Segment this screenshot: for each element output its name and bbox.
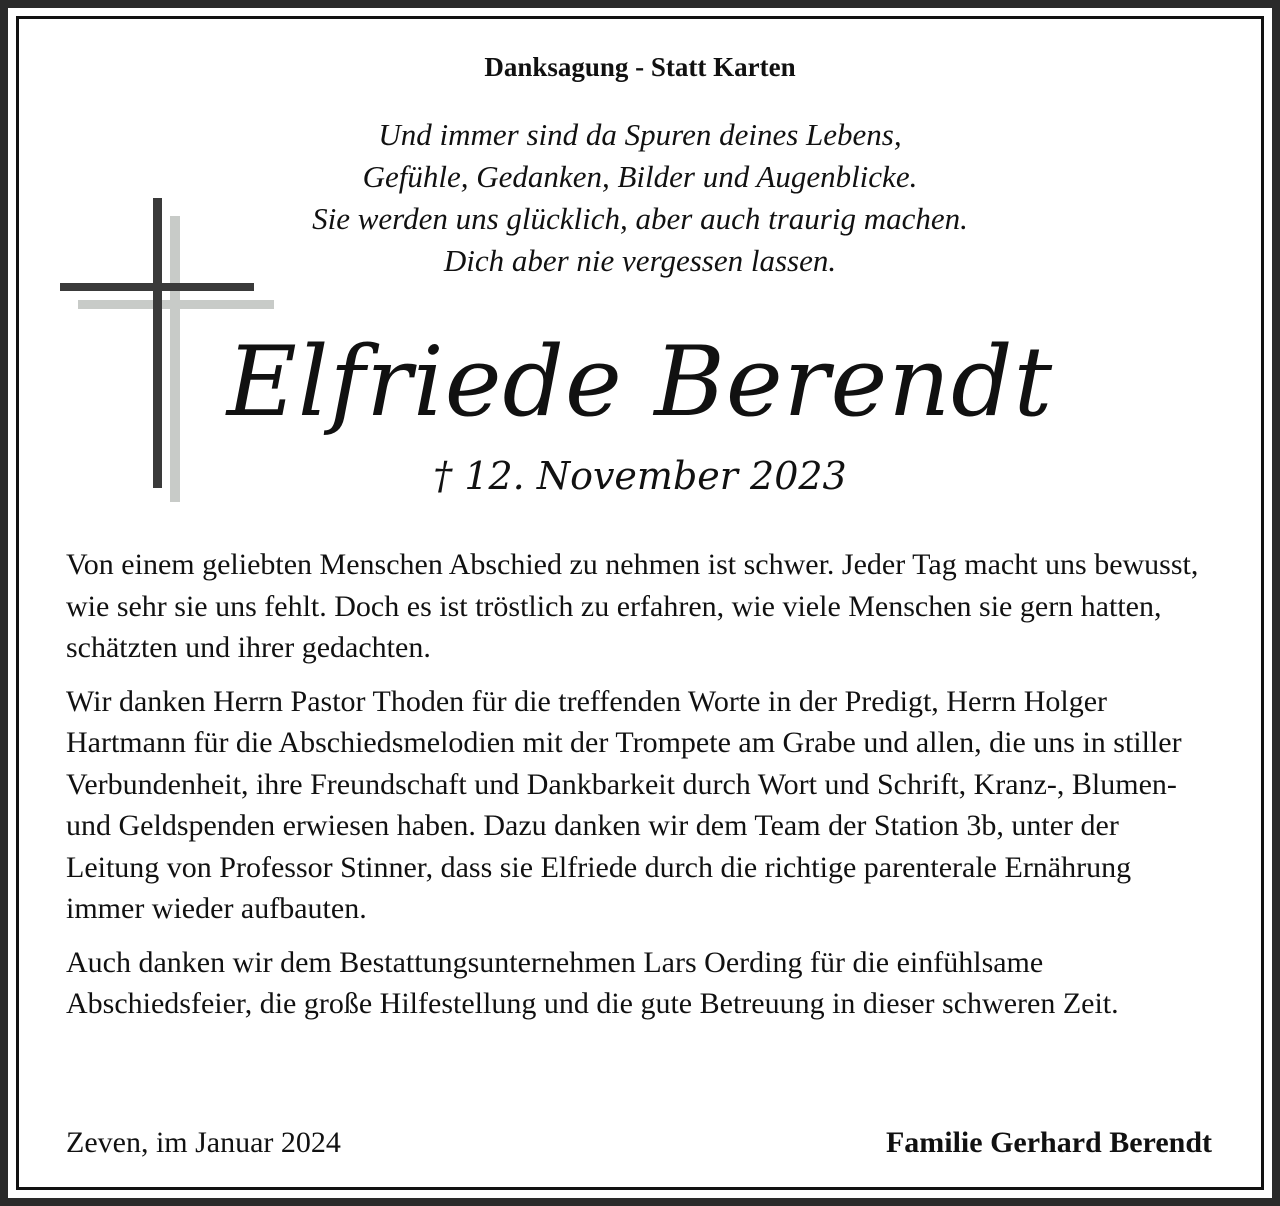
cross-dark-horizontal xyxy=(60,283,254,291)
deceased-name: Elfriede Berendt xyxy=(226,326,1054,438)
signature: Familie Gerhard Berendt xyxy=(885,1126,1212,1159)
paragraph: Von einem geliebten Menschen Abschied zu nehmen ist schwer. Jeder Tag macht uns bewusst, wie sehr sie uns fehlt. Doch es ist tröstlich zu erfahren, wie viele Menschen sie gern hatten, schätzten und ihrer gedachten. xyxy=(66,548,1199,664)
body-text xyxy=(66,544,1214,1037)
poem-line: Sie werden uns glücklich, aber auch traurig machen. xyxy=(312,201,968,236)
obituary-card xyxy=(8,8,1272,1198)
cross-light-horizontal xyxy=(78,300,274,309)
death-date: † 12. November 2023 xyxy=(433,454,847,498)
header-title: Danksagung - Statt Karten xyxy=(484,52,796,82)
poem-line: Gefühle, Gedanken, Bilder und Augenblicke. xyxy=(362,159,918,194)
place-date: Zeven, im Januar 2024 xyxy=(66,1126,341,1159)
poem-line: Dich aber nie vergessen lassen. xyxy=(443,243,837,278)
footer xyxy=(66,1126,1212,1160)
paragraph: Wir danken Herrn Pastor Thoden für die treffenden Worte in der Predigt, Herrn Holger Hartmann für die Abschiedsmelodien mit der Trompete am Grabe und allen, die uns in stiller Verbundenheit, ihre Freundschaft und Dankbarkeit durch Wort und Schrift, Kranz-, Blumen- und Geldspenden erwiesen haben. Dazu danken wir dem Team der Station 3b, unter der Leitung von Professor Stinner, dass sie Elfriede durch die richtige parenterale Ernährung immer wieder aufbauten. xyxy=(66,684,1182,925)
paragraph: Auch danken wir dem Bestattungsunternehmen Lars Oerding für die einfühlsame Abschiedsfeier, die große Hilfestellung und die gute Betreuung in dieser schweren Zeit. xyxy=(66,945,1119,1020)
poem-line: Und immer sind da Spuren deines Lebens, xyxy=(378,117,902,152)
